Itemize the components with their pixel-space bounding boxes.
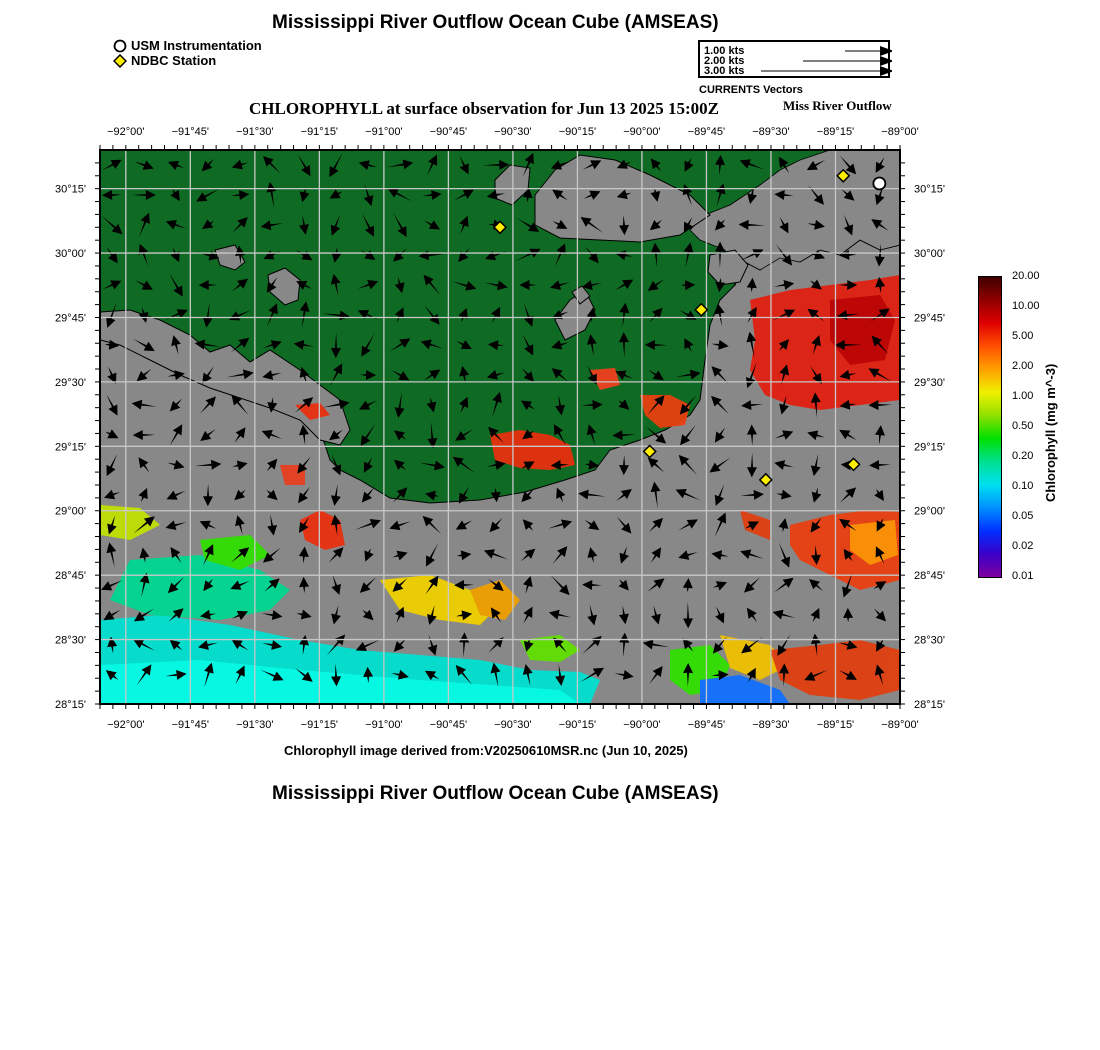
lat-tick-label-left: 29°45' [55,312,86,325]
map-subtitle: CHLOROPHYLL at surface observation for Jun 13 2025 15:00Z [249,99,720,118]
lon-tick-label-top: −91°45' [171,126,210,138]
colorbar-tick-label: 0.50 [1012,420,1034,432]
lat-tick-label-right: 28°30' [914,634,945,647]
colorbar-tick-label: 2.00 [1012,360,1034,372]
lat-tick-label-left: 29°00' [55,505,86,518]
colorbar-tick-label: 0.10 [1012,480,1034,492]
vector-key-caption: CURRENTS Vectors [699,84,803,96]
lon-tick-label-bottom: −91°30' [236,719,274,731]
vector-key-row-3: 3.00 kts [704,65,745,77]
lat-tick-label-left: 30°15' [55,183,86,196]
vector-key-row-2: 2.00 kts [704,55,745,67]
colorbar-tick-label: 0.01 [1012,570,1034,582]
lon-tick-label-top: −90°00' [623,126,661,138]
second-title: Mississippi River Outflow Ocean Cube (AMSEAS) [272,783,719,804]
lon-tick-label-top: −89°30' [752,126,790,138]
lat-tick-label-right: 30°15' [914,183,945,196]
colorbar-tick-label: 0.20 [1012,450,1034,462]
lon-tick-label-bottom: −89°45' [687,719,726,731]
lon-tick-label-top: −90°30' [494,126,532,138]
source-caption: Chlorophyll image derived from:V20250610MSR.nc (Jun 10, 2025) [284,743,688,758]
lon-tick-label-top: −92°00' [107,126,145,138]
lat-tick-label-left: 29°30' [55,376,86,389]
colorbar-tick-label: 0.05 [1012,510,1034,522]
lon-tick-label-bottom: −90°45' [429,719,468,731]
lon-tick-label-bottom: −91°00' [365,719,403,731]
lon-tick-label-bottom: −90°30' [494,719,532,731]
lon-tick-label-top: −91°00' [365,126,403,138]
lon-tick-label-top: −90°15' [558,126,597,138]
lon-tick-label-bottom: −89°30' [752,719,790,731]
lon-tick-label-bottom: −91°15' [300,719,339,731]
lon-tick-label-bottom: −89°00' [881,719,919,731]
colorbar-gradient [979,277,1001,577]
lon-tick-label-bottom: −89°15' [816,719,855,731]
lon-tick-label-bottom: −90°00' [623,719,661,731]
colorbar-tick-label: 10.00 [1012,300,1040,312]
region-label: Miss River Outflow [783,98,892,113]
lat-tick-label-right: 30°00' [914,248,945,261]
colorbar-tick-label: 1.00 [1012,390,1034,402]
lon-tick-label-top: −91°15' [300,126,339,138]
lon-tick-label-top: −90°45' [429,126,468,138]
lat-tick-label-left: 30°00' [55,248,86,261]
lat-tick-label-right: 28°45' [914,570,945,583]
lat-tick-label-left: 28°45' [55,570,86,583]
colorbar-tick-label: 20.00 [1012,270,1040,282]
lon-tick-label-top: −89°00' [881,126,919,138]
page-title: Mississippi River Outflow Ocean Cube (AMSEAS) [272,12,719,33]
lon-tick-label-top: −89°15' [816,126,855,138]
colorbar-tick-label: 5.00 [1012,330,1034,342]
lat-tick-label-right: 29°30' [914,376,945,389]
lon-tick-label-top: −89°45' [687,126,726,138]
legend-ndbc-label: NDBC Station [131,53,217,68]
colorbar [978,276,1002,578]
lon-tick-label-bottom: −91°45' [171,719,210,731]
lat-tick-label-left: 28°15' [55,699,86,711]
usm-station-marker [873,177,885,189]
lat-tick-label-right: 29°15' [914,441,945,454]
lat-tick-label-left: 29°15' [55,441,86,454]
lat-tick-label-left: 28°30' [55,634,86,647]
lat-tick-label-right: 29°45' [914,312,945,325]
lat-tick-label-right: 29°00' [914,505,945,518]
colorbar-tick-label: 0.02 [1012,540,1034,552]
lon-tick-label-bottom: −92°00' [107,719,145,731]
colorbar-labels [1012,270,1072,590]
lon-tick-label-bottom: −90°15' [558,719,597,731]
lat-tick-label-right: 28°15' [914,699,945,711]
colorbar-title: Chlorophyll (mg m^-3) [1043,363,1058,502]
legend-usm-label: USM Instrumentation [131,38,262,53]
vector-key-row-1: 1.00 kts [704,45,745,57]
lon-tick-label-top: −91°30' [236,126,274,138]
